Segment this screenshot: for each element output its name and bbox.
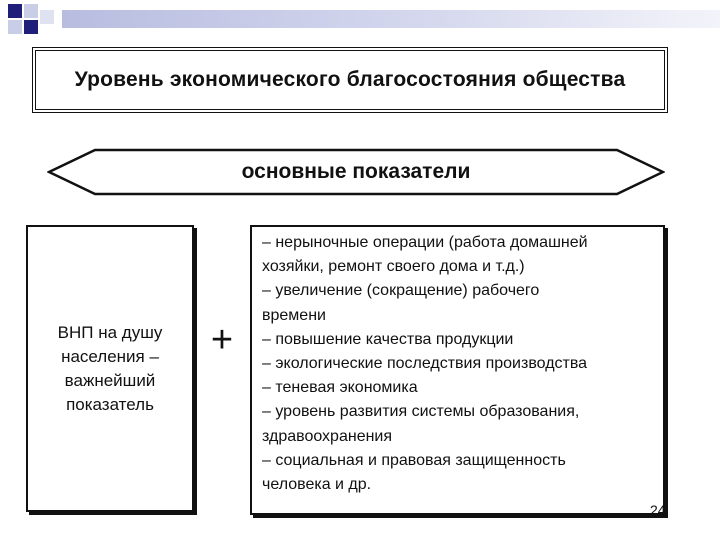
indicator-line: времени — [262, 306, 326, 324]
main-indicator-box — [26, 225, 194, 512]
main-indicator-text — [38, 321, 183, 417]
plus-sign: + — [210, 319, 234, 361]
main-indicator-line: ВНП на душу — [57, 322, 163, 342]
deco-square — [24, 4, 38, 18]
header-bar — [442, 10, 720, 28]
indicator-line: – увеличение (сокращение) рабочего — [262, 282, 540, 300]
arrow-label: основные показатели — [241, 160, 471, 183]
indicator-line: хозяйки, ремонт своего дома и т.д.) — [262, 258, 525, 276]
page-number: 24 — [650, 502, 666, 518]
main-indicator-line: важнейший — [64, 370, 156, 390]
title-box — [32, 47, 668, 113]
indicator-line: – экологические последствия производства — [262, 355, 588, 373]
indicators-arrow — [47, 148, 665, 196]
deco-square — [8, 4, 22, 18]
main-indicator-line: показатель — [66, 394, 154, 414]
deco-square — [8, 20, 22, 34]
indicator-line: – теневая экономика — [262, 379, 418, 397]
diagram-title: Уровень экономического благосостояния общества — [74, 68, 626, 91]
indicator-line: – уровень развития системы образования, — [262, 403, 580, 421]
deco-square — [40, 10, 54, 24]
header-bar — [62, 10, 442, 28]
indicator-line: здравоохранения — [262, 427, 393, 445]
additional-indicators-box — [250, 225, 665, 515]
indicator-line: – социальная и правовая защищенность — [262, 451, 566, 469]
indicator-line: человека и др. — [262, 476, 372, 494]
deco-square — [24, 20, 38, 34]
indicator-line: – нерыночные операции (работа домашней — [262, 234, 588, 251]
main-indicator-line: населения – — [61, 346, 159, 366]
indicator-line: – повышение качества продукции — [262, 330, 514, 348]
